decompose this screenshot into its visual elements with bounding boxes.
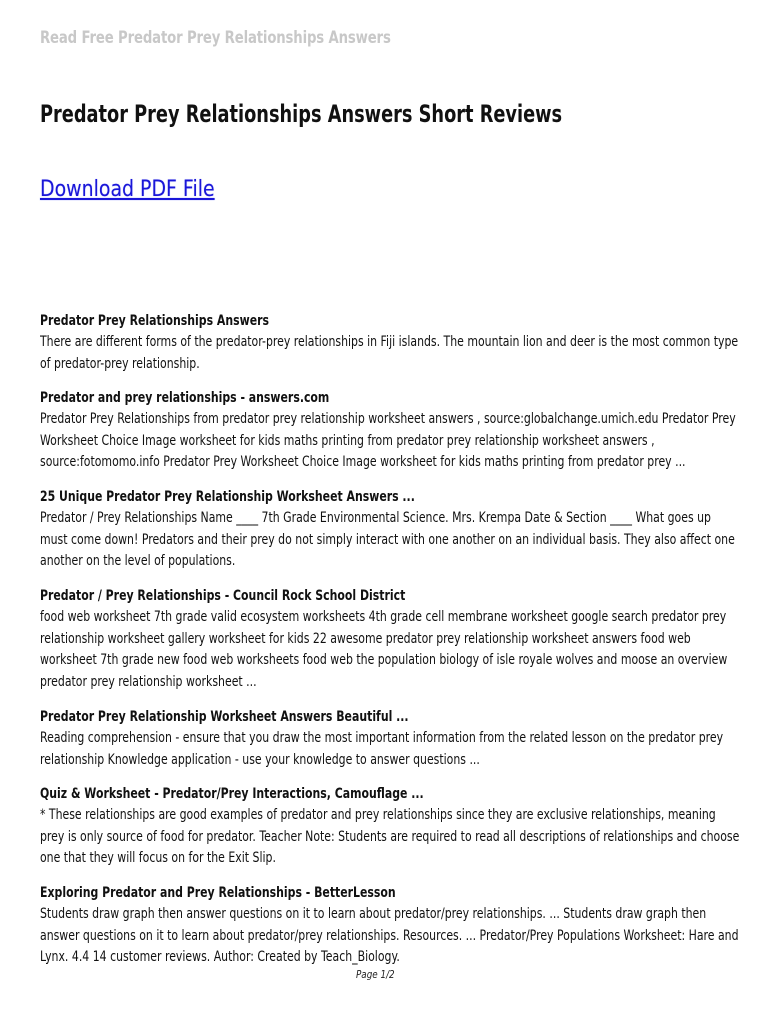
entry-title: 25 Unique Predator Prey Relationship Worksheet Answers ...: [40, 489, 415, 505]
entry-body-wrap: [40, 508, 740, 573]
entry-body: food web worksheet 7th grade valid ecosystem worksheets 4th grade cell membrane worksheet google search predator prey relationship worksheet gallery worksheet for kids 22 awesome predator prey relationship worksheet answers food web worksheet 7th grade new food web worksheets food web the population biology of isle royale wolves and moose an overview predator prey relationship worksheet ...: [40, 609, 728, 691]
entries-list: [40, 310, 740, 981]
entry-title: Quiz & Worksheet - Predator/Prey Interactions, Camouflage ...: [40, 786, 424, 802]
entry-title: Predator / Prey Relationships - Council Rock School District: [40, 588, 406, 604]
page-number: Page 1/2: [356, 968, 395, 981]
running-header: Read Free Predator Prey Relationships Answers: [40, 28, 391, 48]
list-item: [40, 310, 740, 375]
entry-body: * These relationships are good examples of predator and prey relationships since they are exclusive relationships, meaning prey is only source of food for predator. Teacher Note: Students are required to read all descriptions of relationships and choose one that they will focus on for the Exit Slip.: [40, 807, 740, 867]
entry-body-wrap: [40, 805, 740, 870]
entry-title: Exploring Predator and Prey Relationships - BetterLesson: [40, 885, 396, 901]
entry-body-wrap: [40, 728, 740, 771]
download-pdf-link[interactable]: Download PDF File: [40, 177, 215, 202]
list-item: [40, 706, 740, 771]
entry-body: Reading comprehension - ensure that you draw the most important information from the related lesson on the predator prey relationship Knowledge application - use your knowledge to answer questions ...: [40, 730, 724, 768]
entry-title: Predator and prey relationships - answers.com: [40, 390, 330, 406]
entry-body-wrap: [40, 409, 740, 474]
entry-title: Predator Prey Relationships Answers: [40, 313, 270, 329]
entry-body: Students draw graph then answer questions on it to learn about predator/prey relationships. ... Students draw graph then answer questions on it to learn about predator/prey relationships. Resources. ... Predator/Prey Populations Worksheet: Hare and Lynx. 4.4 14 customer reviews. Author: Created by Teach_Biology.: [40, 906, 739, 966]
list-item: [40, 783, 740, 870]
list-item: [40, 882, 740, 969]
list-item: [40, 486, 740, 573]
entry-body-wrap: [40, 607, 740, 694]
page-title: Predator Prey Relationships Answers Short Reviews: [40, 100, 563, 128]
entry-body: There are different forms of the predator-prey relationships in Fiji islands. The mountain lion and deer is the most common type of predator-prey relationship.: [40, 334, 739, 372]
entry-title: Predator Prey Relationship Worksheet Answers Beautiful ...: [40, 709, 409, 725]
entry-body: Predator / Prey Relationships Name ____ 7th Grade Environmental Science. Mrs. Krempa Date & Section ____ What goes up must come down! Predators and their prey do not simply interact with one another on an individual basis. They also affect one another on the level of populations.: [40, 510, 735, 570]
list-item: [40, 585, 740, 694]
entry-body-wrap: [40, 904, 740, 969]
entry-body: Predator Prey Relationships from predator prey relationship worksheet answers , source:globalchange.umich.edu Predator Prey Worksheet Choice Image worksheet for kids maths printing from predator prey relationship worksheet answers , source:fotomomo.info Predator Prey Worksheet Choice Image worksheet for kids maths printing from predator prey ...: [40, 411, 736, 471]
entry-body-wrap: [40, 332, 740, 375]
list-item: [40, 387, 740, 474]
